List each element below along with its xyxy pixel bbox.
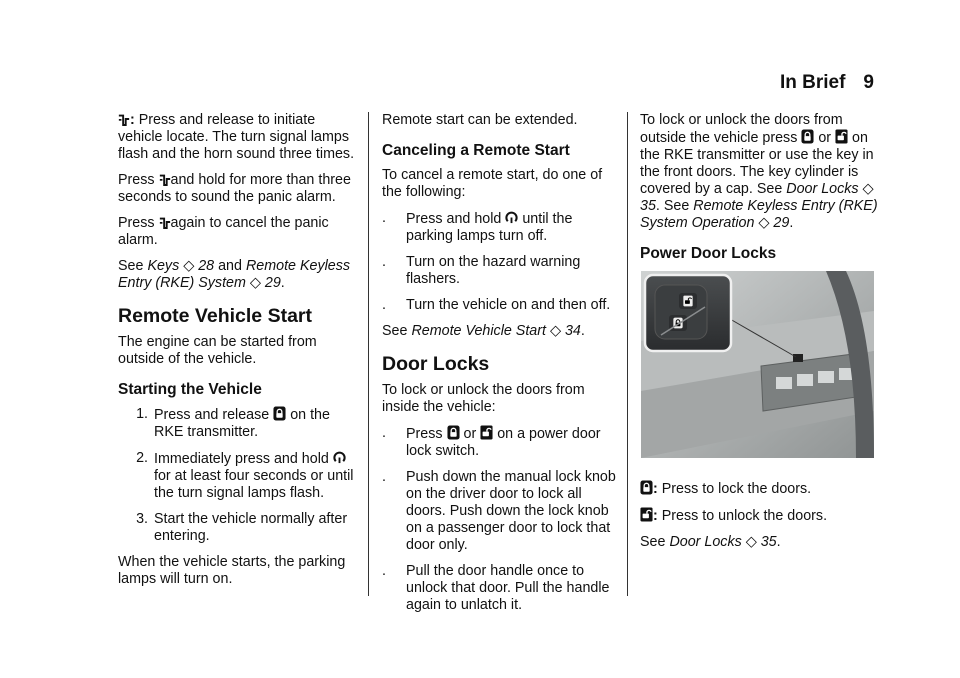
remote-vehicle-start-link[interactable]: Remote Vehicle Start xyxy=(411,323,546,339)
lock-icon xyxy=(447,425,460,440)
lock-icon xyxy=(273,406,286,421)
list-item: . Pull the door handle once to unlock that door. Pull the handle again to unlatch it. xyxy=(382,563,610,613)
vehicle-locate-icon xyxy=(159,215,171,229)
column-divider xyxy=(368,112,369,596)
page-number: 9 xyxy=(863,72,874,93)
step-2: 2. Immediately press and hold for at least four seconds or until the turn signal lamps flash. xyxy=(136,450,354,501)
rke-link[interactable]: Remote Keyless Entry (RKE) System xyxy=(118,258,351,291)
cancel-panic-paragraph: Press again to cancel the panic alarm. xyxy=(118,215,329,248)
unlock-icon xyxy=(480,425,493,440)
unlock-description: : Press to unlock the doors. xyxy=(640,507,880,525)
door-locks-link[interactable]: Door Locks xyxy=(669,534,742,550)
heading-door-locks: Door Locks xyxy=(382,353,490,375)
heading-power-door-locks: Power Door Locks xyxy=(640,245,777,262)
remote-start-intro: The engine can be started from outside of the vehicle. xyxy=(118,334,317,367)
heading-remote-vehicle-start: Remote Vehicle Start xyxy=(118,305,312,327)
section-title: In Brief xyxy=(779,72,846,93)
door-locks-link[interactable]: Door Locks xyxy=(786,181,859,197)
unlock-icon xyxy=(640,507,653,522)
heading-starting-vehicle: Starting the Vehicle xyxy=(118,381,262,398)
after-start-paragraph: When the vehicle starts, the parking lamps will turn on. xyxy=(118,554,346,587)
remote-start-icon xyxy=(505,210,518,225)
list-item: . Press and hold until the parking lamps turn off. xyxy=(382,210,573,244)
vehicle-locate-icon xyxy=(118,112,130,126)
unlock-icon xyxy=(835,129,848,144)
column-3 xyxy=(640,112,880,270)
vehicle-locate-paragraph: : Press and release to initiate vehicle locate. The turn signal lamps flash and the horn sound three times. xyxy=(118,112,355,162)
lock-description: : Press to lock the doors. xyxy=(640,480,880,498)
panic-paragraph: Press and hold for more than three seconds to sound the panic alarm. xyxy=(118,172,351,205)
lock-icon xyxy=(640,480,653,495)
power-door-lock-switch-photo xyxy=(641,271,874,458)
list-item: . Press or on a power door lock switch. xyxy=(382,425,601,459)
rke-operation-link[interactable]: Remote Keyless Entry (RKE) System Operation xyxy=(640,198,878,231)
heading-canceling-remote-start: Canceling a Remote Start xyxy=(382,142,570,159)
see-rvs-paragraph: See Remote Vehicle Start ◇ 34. xyxy=(382,323,585,339)
column-1 xyxy=(118,112,363,597)
step-1: 1. Press and release on the RKE transmitter. xyxy=(136,406,330,440)
see-door-locks-paragraph: See Door Locks ◇ 35. xyxy=(640,534,781,550)
list-item: . Turn on the hazard warning flashers. xyxy=(382,254,581,287)
extend-paragraph: Remote start can be extended. xyxy=(382,112,578,128)
column-2 xyxy=(382,112,622,623)
list-item: . Turn the vehicle on and then off. xyxy=(382,297,611,313)
step-3: 3. Start the vehicle normally after entering. xyxy=(136,511,348,544)
door-locks-intro: To lock or unlock the doors from inside the vehicle: xyxy=(382,382,585,415)
outside-lock-paragraph: To lock or unlock the doors from outside the vehicle press or on the RKE transmitter or use the key in the front doors. The key cylinder is covered by a cap. See Door Locks ◇ 35. See Remote Keyless Entry (RKE) System Operation ◇ 29. xyxy=(640,112,878,231)
column-3-lower xyxy=(640,480,880,560)
cancel-intro: To cancel a remote start, do one of the following: xyxy=(382,167,603,200)
keys-link[interactable]: Keys xyxy=(147,258,180,274)
remote-start-icon xyxy=(333,450,346,465)
vehicle-locate-icon xyxy=(159,172,171,186)
column-divider xyxy=(627,112,628,596)
lock-icon xyxy=(801,129,814,144)
list-item: . Push down the manual lock knob on the driver door to lock all doors. Push down the lock knob on a passenger door to lock that door only. xyxy=(382,469,616,553)
see-keys-paragraph: See Keys ◇ 28 and Remote Keyless Entry (RKE) System ◇ 29. xyxy=(118,258,351,291)
running-header xyxy=(762,72,874,94)
